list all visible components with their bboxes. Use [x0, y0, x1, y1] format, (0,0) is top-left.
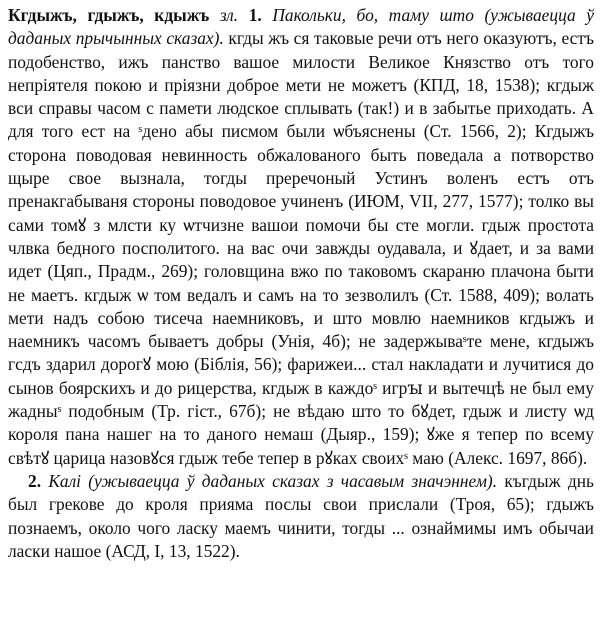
- sense-text-2: къгдыж днь был грекове до кроля прияма послы свои прислали (Троя, 65); гдыжъ познаемъ, около чого ласку маемъ чинити, тогды ... ознаймимы имъ обычаи ласки нашое (АСД, I, 13, 1522).: [8, 470, 594, 561]
- headword: Кгдыжъ, гдыжъ, кдыжъ: [8, 5, 210, 25]
- entry-sense-2: [8, 470, 594, 563]
- sense-gloss-1: Пакольки, бо, таму што (ужываецца ў даданых прычынных сказах).: [8, 5, 594, 49]
- part-of-speech: зл.: [219, 5, 239, 25]
- entry-sense-1: [8, 4, 594, 470]
- sense-number-2: 2.: [28, 470, 42, 491]
- sense-number-1: 1.: [248, 5, 262, 25]
- sense-gloss-2: Калі (ужываецца ў даданых сказах з часавым значэннем).: [48, 470, 498, 491]
- sense-text-1: кгды жъ ся таковые речи отъ него оказуютъ, естъ подобенство, ижъ панство вашое милости Великое Князство отъ того непріятеля покою и пріязни доброе мети не можетъ (КПД, 18, 1538); кгдыж вси справы часом с памети людское сплывать (так!) и в забытье приходать. А для того ест на ˢдено абы писмом были ѡбъяснены (Ст. 1566, 2); Кгдыжъ сторона поводовая невинность обжалованого быть поведала а потворство щыре свое вызнала, тогды преречоный Устинъ воленъ естъ отъ пренакгабываня стороны поводовое учиненъ (ИЮМ, VII, 277, 1577); толко вы сами томꙋ з млсти ку ѡтчизне вашои помочи бы сте могли. гдыж простота члвка бедного посполитого. на вас очи завжды оудавала, и ꙋдает, и за вами идет (Цяп., Прадм., 269); головщина вжо по таковомъ скараню плачона быти не маетъ. кгдыж ѡ том ведалъ и самъ на то зезволилъ (Ст. 1588, 409); волать мети надъ собою тисеча наемниковъ, и што мовлю наемников кгдыжъ и наемникъ часомъ бываетъ добры (Унія, 4б); не задержываˢте мене, кгдыжъ гсдъ здарил дорогꙋ мою (Біблія, 56); фарижеи... стал накладати и лучитися до сынов боярскихъ и до рицерства, кгдыж в каждоˢ игрꙑ и вытечцѣ не был ему жадныˢ подобным (Тр. гіст., 67б); не вѣдаю што то бꙋдет, гдыж и листу ѡд короля пана нашег на то даного немаш (Дыяр., 159); ꙋже я тепер по всему свѣтꙋ царица назовꙋся гдыж тебе тепер в рꙋках своихˢ маю (Алекс. 1697, 86б).: [8, 28, 594, 468]
